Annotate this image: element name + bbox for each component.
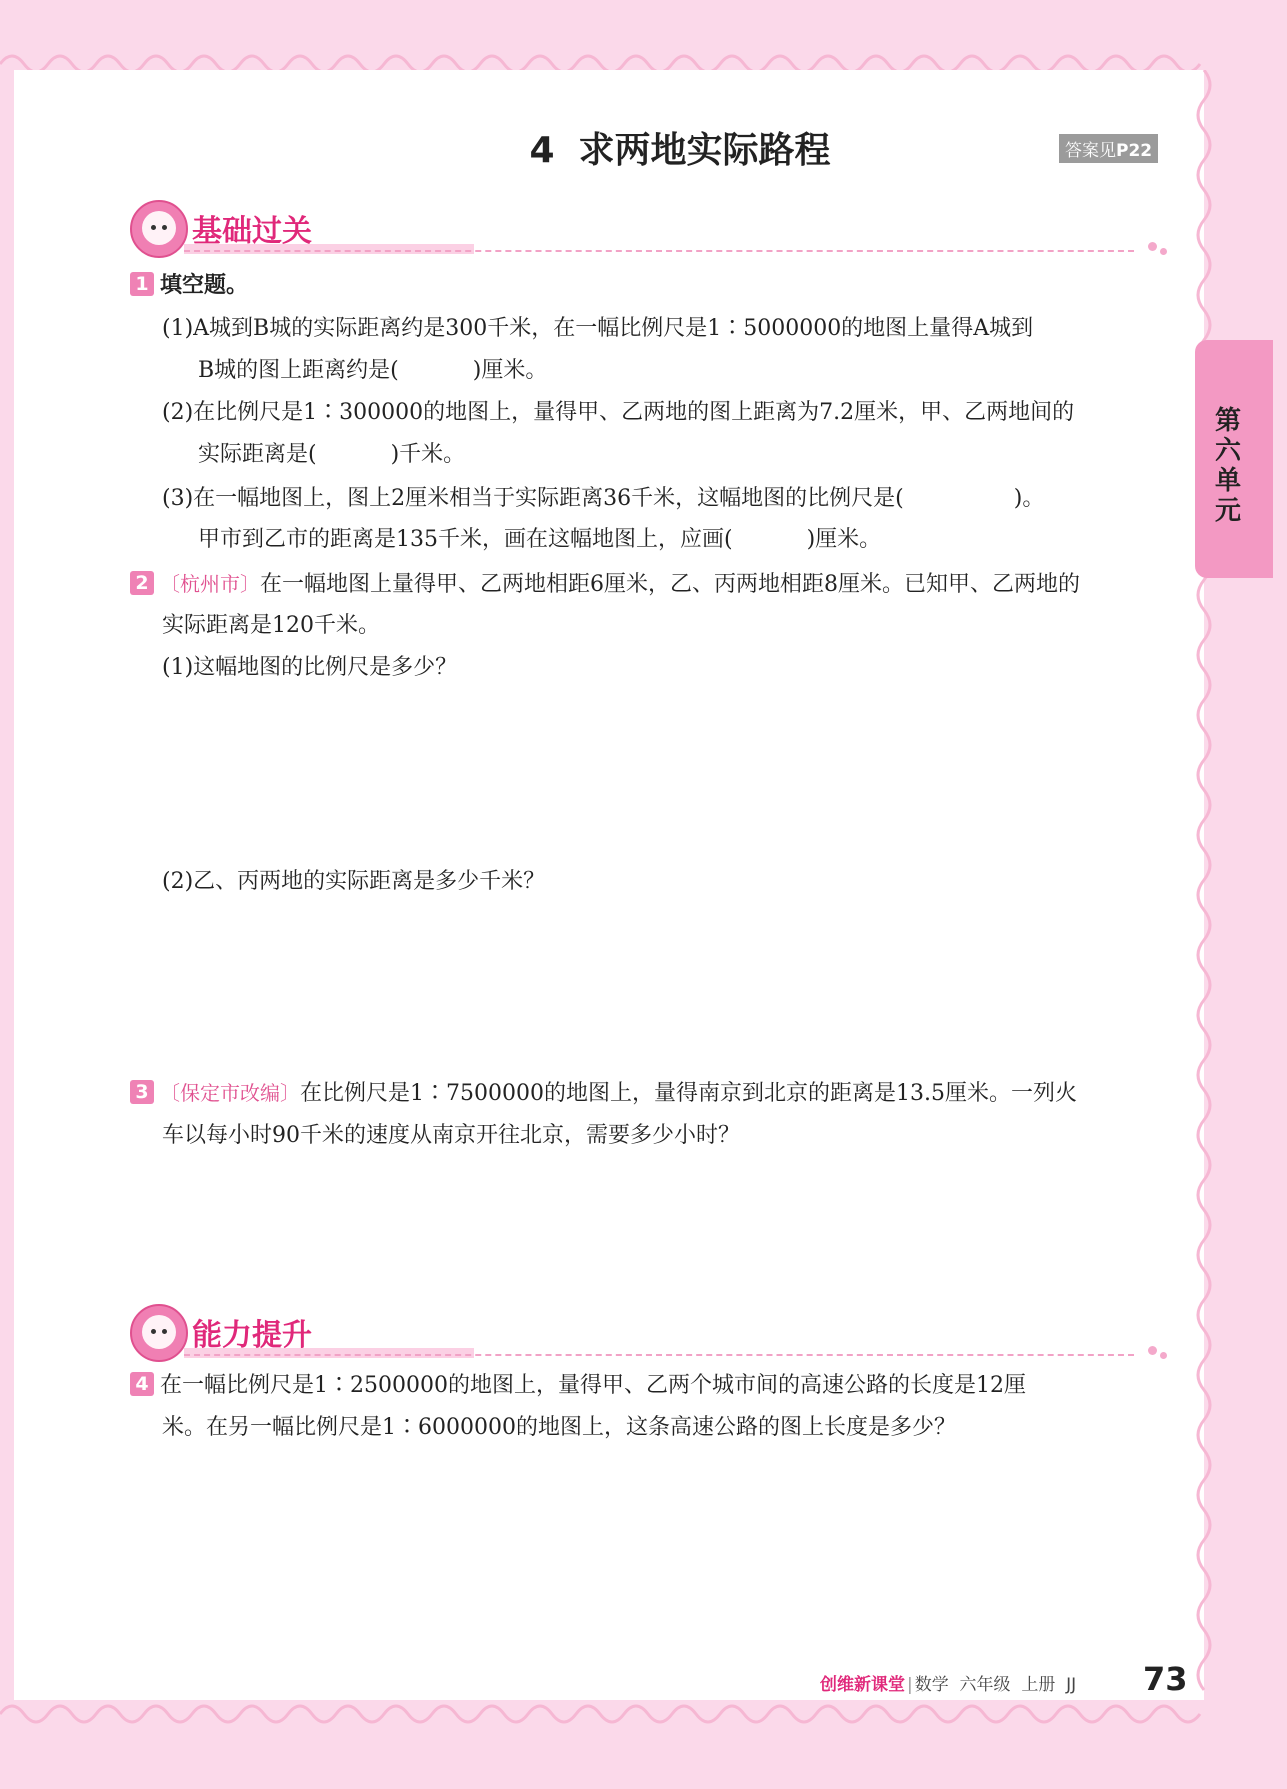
- bottom-wave-border: [0, 1694, 1287, 1734]
- question-number-badge: 4: [130, 1372, 154, 1396]
- question-4-line1: [130, 1370, 1026, 1402]
- text: 甲市到乙市的距离是135千米，画在这幅地图上，应画(: [198, 527, 733, 552]
- dot-icon: [1160, 1352, 1167, 1359]
- footer-volume: 上册: [1021, 1675, 1056, 1695]
- footer-edition: JJ: [1066, 1675, 1077, 1695]
- question-number-badge: 1: [130, 272, 154, 296]
- heading-dotted-rule: [184, 250, 1134, 252]
- q1-part1-line2: [198, 355, 547, 387]
- section-title: 基础过关: [192, 214, 312, 249]
- dot-icon: [1148, 242, 1157, 251]
- question-title: 填空题。: [160, 273, 249, 298]
- dot-icon: [1160, 248, 1167, 255]
- text: )厘米。: [472, 358, 548, 383]
- answer-ref-page: P22: [1116, 141, 1153, 161]
- mascot-icon: [130, 200, 188, 258]
- question-number-badge: 2: [130, 571, 154, 595]
- text: 在一幅地图上量得甲、乙两地相距6厘米，乙、丙两地相距8厘米。已知甲、乙两地的: [260, 572, 1080, 597]
- lesson-title-text: 求两地实际路程: [578, 130, 831, 171]
- q1-part2-line2: [198, 439, 465, 471]
- question-4-line2: 米。在另一幅比例尺是1∶6000000的地图上，这条高速公路的图上长度是多少？: [162, 1415, 956, 1440]
- q1-part2-line1: (2)在比例尺是1∶300000的地图上，量得甲、乙两地的图上距离为7.2厘米，甲、乙两地间的: [162, 400, 1075, 425]
- footer-brand: 创维新课堂: [820, 1675, 905, 1695]
- text: B城的图上距离约是(: [198, 358, 399, 383]
- question-2-sub2: (2)乙、丙两地的实际距离是多少千米？: [162, 869, 546, 894]
- unit-label: 第六单元: [1214, 406, 1241, 526]
- text: )厘米。: [806, 527, 882, 552]
- text: 实际距离是(: [198, 442, 317, 467]
- question-3-line2: 车以每小时90千米的速度从南京开往北京，需要多少小时？: [162, 1123, 740, 1148]
- dot-icon: [1148, 1346, 1157, 1355]
- unit-side-tab: [1195, 340, 1273, 578]
- question-1-title: [130, 270, 248, 302]
- q1-part3-line2: [198, 524, 881, 556]
- question-number-badge: 3: [130, 1080, 154, 1104]
- right-wave-border: [1196, 70, 1224, 1700]
- question-2-line1: [130, 568, 1080, 601]
- page-number: 73: [1143, 1660, 1188, 1698]
- footer-subject: 数学: [914, 1675, 949, 1695]
- mascot-icon: [130, 1304, 188, 1362]
- answer-ref-prefix: 答案见: [1065, 141, 1116, 161]
- question-2-line2: 实际距离是120千米。: [162, 613, 380, 638]
- page-footer: 创维新课堂 | 数学 六年级 上册 JJ: [820, 1675, 1077, 1695]
- answer-reference-badge: [1059, 134, 1158, 163]
- q1-part3-line1: [162, 483, 1044, 515]
- text: (3)在一幅地图上，图上2厘米相当于实际距离36千米，这幅地图的比例尺是(: [162, 486, 904, 511]
- lesson-number: 4: [529, 130, 555, 171]
- q1-part1-line1: (1)A城到B城的实际距离约是300千米，在一幅比例尺是1∶5000000的地图上量得A城到: [162, 316, 1034, 341]
- text: 在一幅比例尺是1∶2500000的地图上，量得甲、乙两个城市间的高速公路的长度是12厘: [160, 1373, 1026, 1398]
- question-source: 〔保定市改编〕: [160, 1081, 300, 1105]
- text: )。: [1013, 486, 1045, 511]
- section-heading-advanced: [128, 1304, 1168, 1360]
- heading-dotted-rule: [184, 1354, 1134, 1356]
- text: )千米。: [390, 442, 466, 467]
- text: 在比例尺是1∶7500000的地图上，量得南京到北京的距离是13.5厘米。一列火: [300, 1081, 1077, 1106]
- question-source: 〔杭州市〕: [160, 572, 260, 596]
- question-3-line1: [130, 1077, 1077, 1110]
- section-heading-basic: [128, 200, 1168, 256]
- footer-grade: 六年级: [959, 1675, 1011, 1695]
- section-title: 能力提升: [192, 1318, 312, 1353]
- question-2-sub1: (1)这幅地图的比例尺是多少？: [162, 655, 458, 680]
